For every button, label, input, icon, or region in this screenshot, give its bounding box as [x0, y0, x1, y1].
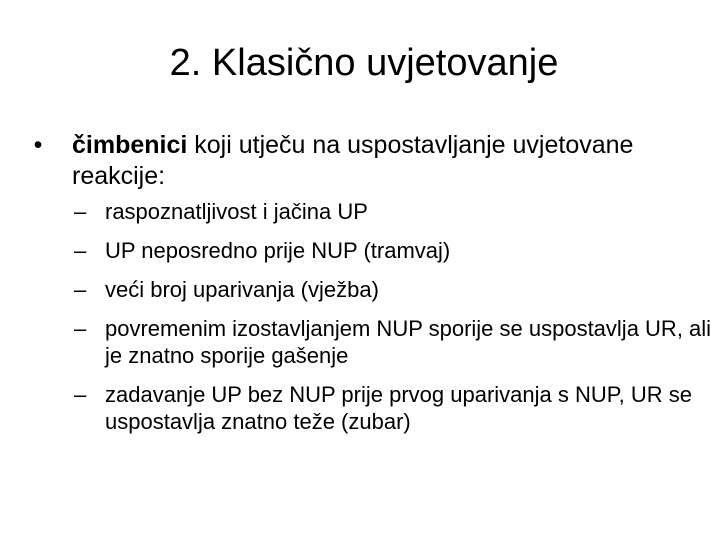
dash-icon: – — [74, 316, 87, 341]
dash-icon: – — [74, 277, 87, 302]
sub-point-text: UP neposredno prije NUP (tramvaj) — [105, 238, 451, 263]
dash-icon: – — [74, 238, 87, 263]
sub-point — [26, 276, 716, 303]
bullet-icon: • — [33, 131, 43, 159]
sub-point-text: veći broj uparivanja (vježba) — [105, 277, 379, 302]
slide-title: 2. Klasično uvjetovanje — [169, 42, 559, 84]
main-point-bold-text: čimbenici — [72, 131, 188, 159]
sub-point — [26, 315, 716, 369]
dash-icon: – — [74, 382, 87, 407]
main-bullet-point — [26, 130, 716, 192]
sub-point-text: raspoznatljivost i jačina UP — [105, 199, 368, 224]
dash-icon: – — [74, 199, 87, 224]
sub-point-text: zadavanje UP bez NUP prije prvog uparivanja s NUP, UR se uspostavlja znatno teže (zubar) — [105, 382, 692, 434]
sub-point-list — [26, 198, 716, 435]
sub-point — [26, 237, 716, 264]
slide-body — [26, 130, 716, 447]
sub-point-text: povremenim izostavljanjem NUP sporije se uspostavlja UR, ali je znatno sporije gašenje — [105, 316, 712, 368]
main-point-text: koji utječu na uspostavljanje uvjetovane reakcije: — [72, 131, 634, 190]
sub-point — [26, 198, 716, 225]
sub-point — [26, 381, 716, 435]
